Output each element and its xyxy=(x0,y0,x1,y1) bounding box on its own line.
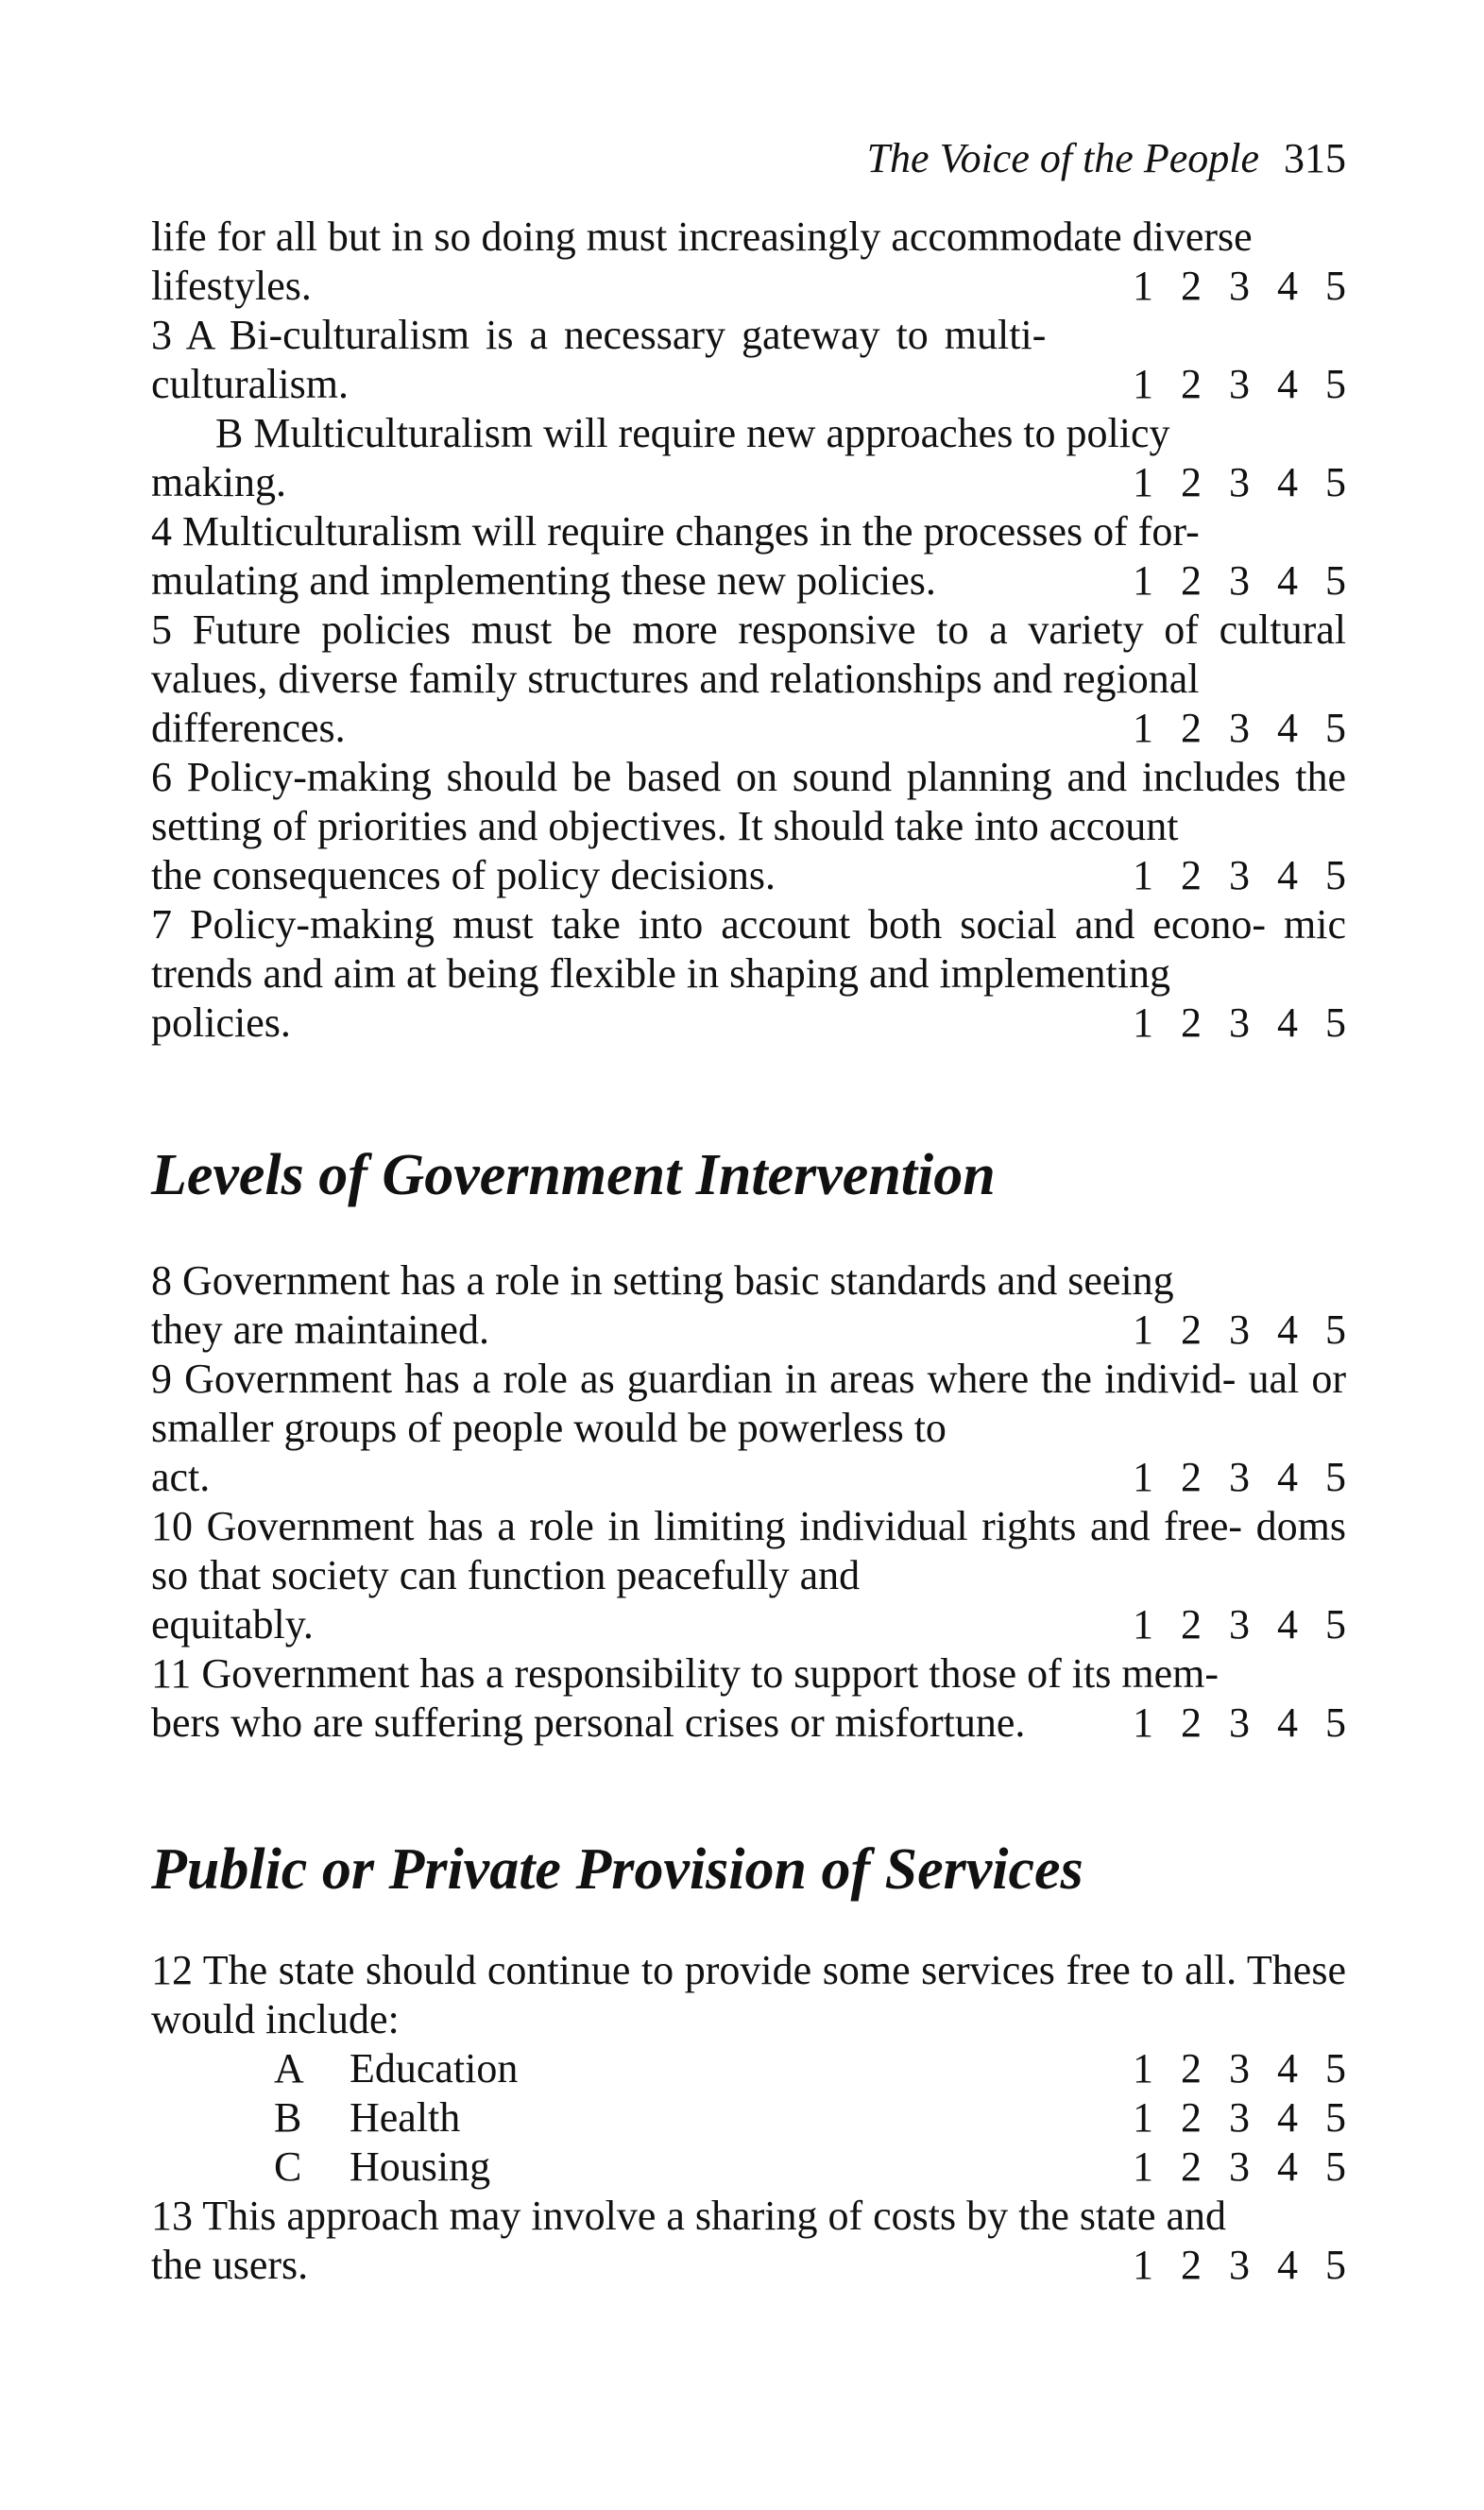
item-text: 5 Future policies must be more responsive to a variety of cultural values, diverse family structures and relationships and regional xyxy=(151,606,1346,702)
subitem-letter: A xyxy=(274,2045,304,2092)
item-text-end: bers who are suffering personal crises or misfortune. xyxy=(151,1699,1026,1746)
questionnaire-block-2 xyxy=(151,1256,1346,1748)
item-text: life for all but in so doing must increasingly accommodate diverse xyxy=(151,213,1253,260)
item-3b xyxy=(151,409,1346,507)
item-12b xyxy=(151,2093,1346,2143)
item-text-end: culturalism. xyxy=(151,361,349,407)
rating-scale: 1 2 3 4 5 xyxy=(1133,459,1346,505)
rating-scale: 1 2 3 4 5 xyxy=(1133,1454,1346,1500)
item-text: 11 Government has a responsibility to support those of its mem- xyxy=(151,1650,1219,1697)
item-13 xyxy=(151,2192,1346,2290)
rating-scale: 1 2 3 4 5 xyxy=(1133,557,1346,604)
rating-scale: 1 2 3 4 5 xyxy=(1133,1306,1346,1353)
item-text: 13 This approach may involve a sharing of costs by the state and xyxy=(151,2193,1227,2239)
item-11 xyxy=(151,1649,1346,1748)
rating-scale: 1 2 3 4 5 xyxy=(1133,2045,1346,2092)
item-text-end: equitably. xyxy=(151,1601,314,1648)
item-last-line xyxy=(151,999,1346,1048)
rating-scale: 1 2 3 4 5 xyxy=(1133,2242,1346,2288)
section-heading-government-intervention: Levels of Government Intervention xyxy=(151,1143,996,1207)
subitem-label-group xyxy=(274,2044,518,2093)
item-10 xyxy=(151,1502,1346,1649)
item-last-line xyxy=(151,851,1346,900)
item-text-end: the users. xyxy=(151,2242,309,2288)
item-text-end: they are maintained. xyxy=(151,1306,489,1353)
item-last-line xyxy=(151,262,1346,311)
subitem-label: Education xyxy=(350,2045,519,2092)
item-last-line xyxy=(151,360,1346,409)
item-2-continued xyxy=(151,213,1346,311)
subitem-label: Health xyxy=(350,2094,461,2141)
running-head xyxy=(151,132,1346,185)
item-last-line xyxy=(151,1600,1346,1649)
item-8 xyxy=(151,1256,1346,1355)
item-text-end: mulating and implementing these new policies. xyxy=(151,557,936,604)
subitem-letter: C xyxy=(274,2143,302,2190)
page-number: 315 xyxy=(1284,135,1346,181)
item-5 xyxy=(151,606,1346,753)
item-12c xyxy=(151,2143,1346,2192)
item-last-line xyxy=(151,1306,1346,1355)
rating-scale: 1 2 3 4 5 xyxy=(1133,263,1346,309)
item-text: B Multiculturalism will require new approaches to policy xyxy=(215,410,1170,456)
item-text: 6 Policy-making should be based on sound planning and includes the setting of priorities and objectives. It should take into account xyxy=(151,754,1346,849)
item-text-end: the consequences of policy decisions. xyxy=(151,852,776,898)
item-12a xyxy=(151,2044,1346,2093)
item-text-end: lifestyles. xyxy=(151,263,312,309)
rating-scale: 1 2 3 4 5 xyxy=(1133,2143,1346,2190)
item-text: 4 Multiculturalism will require changes in the processes of for- xyxy=(151,508,1200,555)
item-9 xyxy=(151,1355,1346,1502)
section-heading-public-private-services: Public or Private Provision of Services xyxy=(151,1837,1083,1902)
item-last-line xyxy=(151,1699,1346,1748)
rating-scale: 1 2 3 4 5 xyxy=(1133,361,1346,407)
subitem-label-group xyxy=(274,2093,460,2143)
item-text: 7 Policy-making must take into account both social and econo- mic trends and aim at being flexible in shaping and implementing xyxy=(151,901,1346,997)
subitem-label: Housing xyxy=(350,2143,491,2190)
item-4 xyxy=(151,507,1346,606)
rating-scale: 1 2 3 4 5 xyxy=(1133,705,1346,751)
item-last-line xyxy=(151,458,1346,507)
rating-scale: 1 2 3 4 5 xyxy=(1133,999,1346,1046)
item-text: 8 Government has a role in setting basic standards and seeing xyxy=(151,1257,1174,1304)
item-text: 10 Government has a role in limiting individual rights and free- doms so that society can function peacefully and xyxy=(151,1503,1346,1598)
questionnaire-block-1 xyxy=(151,213,1346,1048)
item-last-line xyxy=(151,704,1346,753)
item-text-end: policies. xyxy=(151,999,291,1046)
item-7 xyxy=(151,900,1346,1048)
running-head-title: The Voice of the People xyxy=(866,135,1259,181)
item-text: 9 Government has a role as guardian in areas where the individ- ual or smaller groups of people would be powerless to xyxy=(151,1356,1346,1451)
item-last-line xyxy=(151,556,1346,606)
rating-scale: 1 2 3 4 5 xyxy=(1133,1601,1346,1648)
item-text: 3 A Bi-culturalism is a necessary gateway to multi- xyxy=(151,312,1047,358)
item-12 xyxy=(151,1946,1346,2044)
item-text-end: making. xyxy=(151,459,286,505)
item-text: 12 The state should continue to provide some services free to all. These would include: xyxy=(151,1947,1346,2042)
item-last-line xyxy=(151,1453,1346,1502)
rating-scale: 1 2 3 4 5 xyxy=(1133,852,1346,898)
item-text-end: differences. xyxy=(151,705,346,751)
subitem-letter: B xyxy=(274,2094,302,2141)
rating-scale: 1 2 3 4 5 xyxy=(1133,2094,1346,2141)
subitem-label-group xyxy=(274,2143,490,2192)
questionnaire-block-3 xyxy=(151,1946,1346,2290)
item-3a xyxy=(151,311,1346,409)
item-6 xyxy=(151,753,1346,900)
rating-scale: 1 2 3 4 5 xyxy=(1133,1699,1346,1746)
item-last-line xyxy=(151,2241,1346,2290)
item-text-end: act. xyxy=(151,1454,211,1500)
